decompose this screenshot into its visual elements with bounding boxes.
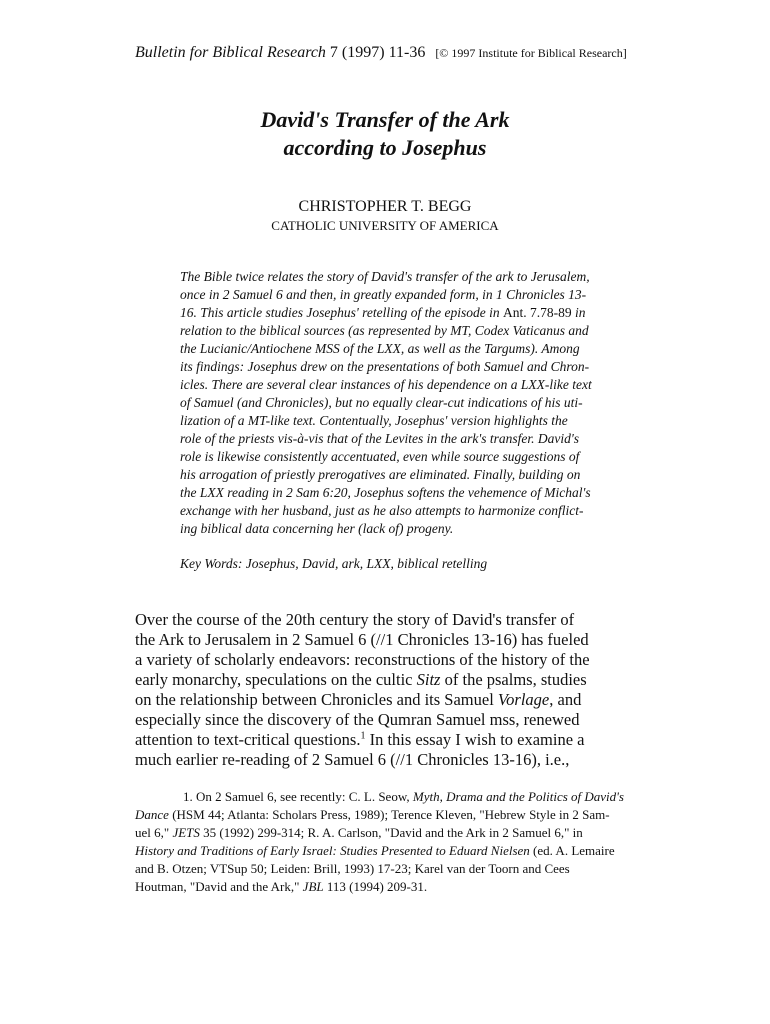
- body-line: [135, 670, 605, 690]
- body-line: especially since the discovery of the Qumran Samuel mss, renewed: [135, 710, 580, 729]
- running-head: [135, 44, 695, 62]
- abstract-line: [180, 304, 650, 322]
- abstract-line: lization of a MT-like text. Contentually, Josephus' version highlights the: [180, 413, 568, 428]
- footnote-text: (ed. A. Lemaire: [529, 843, 615, 858]
- footnote-text: (HSM 44; Atlanta: Scholars Press, 1989); Terence Kleven, "Hebrew Style in 2 Sam-: [168, 807, 610, 822]
- body-italic-term: Sitz: [416, 670, 441, 689]
- title-line-1: David's Transfer of the Ark: [260, 107, 510, 132]
- abstract-line: the Lucianic/Antiochene MSS of the LXX, as well as the Targums). Among: [180, 341, 580, 356]
- abstract-line: once in 2 Samuel 6 and then, in greatly expanded form, in 1 Chronicles 13-: [180, 287, 587, 302]
- abstract-line: its findings: Josephus drew on the presentations of both Samuel and Chron-: [180, 359, 590, 374]
- body-line: the Ark to Jerusalem in 2 Samuel 6 (//1 Chronicles 13-16) has fueled: [135, 630, 589, 649]
- abstract-line: role is likewise consistently accentuated, even while source suggestions of: [180, 449, 580, 464]
- abstract-line: exchange with her husband, just as he also attempts to harmonize conflict-: [180, 503, 584, 518]
- body-text: In this essay I wish to examine a: [365, 730, 585, 749]
- footnote-title: History and Traditions of Early Israel: Studies Presented to Eduard Nielsen: [135, 843, 530, 858]
- footnote-marker: 1: [360, 730, 366, 742]
- abstract-text: 16. This article studies Josephus' retelling of the episode in: [180, 305, 503, 320]
- body-text: on the relationship between Chronicles and its Samuel: [135, 690, 498, 709]
- body-line: Over the course of the 20th century the story of David's transfer of: [135, 610, 575, 629]
- footnote-line: [135, 878, 695, 896]
- author-affiliation: CATHOLIC UNIVERSITY OF AMERICA: [271, 218, 499, 233]
- footnote-line: [135, 842, 695, 860]
- abstract-line: his arrogation of priestly prerogatives are eliminated. Finally, building on: [180, 467, 581, 482]
- abstract-citation: Ant. 7.78-89: [502, 305, 572, 320]
- body-italic-term: Vorlage: [497, 690, 550, 709]
- footnote-line: [135, 788, 695, 806]
- abstract-text: in: [571, 305, 586, 320]
- keywords: Key Words: Josephus, David, ark, LXX, biblical retelling: [180, 556, 488, 571]
- body-text: , and: [549, 690, 582, 709]
- footnote-title: Dance: [135, 807, 169, 822]
- footnote-text: Houtman, "David and the Ark,": [135, 879, 303, 894]
- abstract: [180, 268, 650, 538]
- body-line: [135, 730, 605, 750]
- author-name: CHRISTOPHER T. BEGG: [298, 198, 472, 215]
- abstract-line: The Bible twice relates the story of David's transfer of the ark to Jerusalem,: [180, 269, 590, 284]
- journal-citation: 7 (1997) 11-36: [329, 44, 426, 61]
- footnote-text: uel 6,": [135, 825, 173, 840]
- copyright-notice: [© 1997 Institute for Biblical Research]: [435, 46, 627, 60]
- abstract-line: the LXX reading in 2 Sam 6:20, Josephus softens the vehemence of Michal's: [180, 485, 591, 500]
- body-text: early monarchy, speculations on the cultic: [135, 670, 417, 689]
- footnote-text: 35 (1992) 299-314; R. A. Carlson, "David and the Ark in 2 Samuel 6," in: [199, 825, 583, 840]
- footnote-journal: JBL: [302, 879, 324, 894]
- abstract-line: role of the priests vis-à-vis that of the Levites in the ark's transfer. David's: [180, 431, 579, 446]
- body-text: of the psalms, studies: [440, 670, 587, 689]
- body-line: [135, 690, 605, 710]
- body-line: a variety of scholarly endeavors: reconstructions of the history of the: [135, 650, 590, 669]
- body-text: attention to text-critical questions.: [135, 730, 361, 749]
- abstract-line: icles. There are several clear instances of his dependence on a LXX-like text: [180, 377, 592, 392]
- footnote: [135, 788, 695, 896]
- footnote-title: Myth, Drama and the Politics of David's: [412, 789, 624, 804]
- body-paragraph: [135, 610, 605, 770]
- footnote-journal: JETS: [172, 825, 200, 840]
- journal-name: Bulletin for Biblical Research: [135, 44, 326, 61]
- footnote-line: [135, 824, 695, 842]
- article-title: [0, 106, 770, 162]
- abstract-line: relation to the biblical sources (as represented by MT, Codex Vaticanus and: [180, 323, 589, 338]
- footnote-line: and B. Otzen; VTSup 50; Leiden: Brill, 1993) 17-23; Karel van der Toorn and Cees: [135, 861, 570, 876]
- footnote-text: 1. On 2 Samuel 6, see recently: C. L. Seow,: [183, 789, 413, 804]
- abstract-line: of Samuel (and Chronicles), but no equally clear-cut indications of his uti-: [180, 395, 583, 410]
- title-line-2: according to Josephus: [283, 135, 487, 160]
- footnote-text: 113 (1994) 209-31.: [323, 879, 428, 894]
- abstract-line: ing biblical data concerning her (lack of) progeny.: [180, 521, 454, 536]
- body-line: much earlier re-reading of 2 Samuel 6 (//1 Chronicles 13-16), i.e.,: [135, 750, 570, 769]
- footnote-line: [135, 806, 695, 824]
